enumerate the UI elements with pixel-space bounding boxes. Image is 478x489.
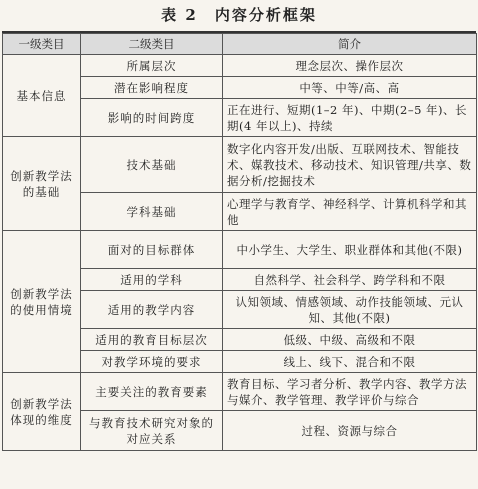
description-cell: 理念层次、操作层次 [223, 55, 477, 77]
description-cell: 中小学生、大学生、职业群体和其他(不限) [223, 231, 477, 269]
table-row [3, 231, 477, 269]
header-level1: 一级类目 [3, 34, 81, 55]
header-level2: 二级类目 [81, 34, 223, 55]
description-cell: 低级、中级、高级和不限 [223, 329, 477, 351]
subcategory-cell: 适用的学科 [81, 269, 223, 291]
description-cell: 心理学与教育学、神经科学、计算机科学和其他 [223, 193, 477, 231]
subcategory-cell: 面对的目标群体 [81, 231, 223, 269]
subcategory-cell: 影响的时间跨度 [81, 99, 223, 137]
header-row [3, 34, 477, 55]
category-cell: 创新教学法体现的维度 [3, 373, 81, 451]
description-cell: 中等、中等/高、高 [223, 77, 477, 99]
subcategory-cell: 技术基础 [81, 137, 223, 193]
description-cell: 正在进行、短期(1–2 年)、中期(2–5 年)、长期(4 年以上)、持续 [223, 99, 477, 137]
description-cell: 过程、资源与综合 [223, 411, 477, 451]
table-row [3, 55, 477, 77]
content-analysis-table [2, 33, 477, 451]
subcategory-cell: 所属层次 [81, 55, 223, 77]
subcategory-cell: 与教育技术研究对象的对应关系 [81, 411, 223, 451]
description-cell: 数字化内容开发/出版、互联网技术、智能技术、媒教技术、移动技术、知识管理/共享、数据分析/挖掘技术 [223, 137, 477, 193]
table-row [3, 373, 477, 411]
category-cell: 创新教学法的使用情境 [3, 231, 81, 373]
subcategory-cell: 潜在影响程度 [81, 77, 223, 99]
subcategory-cell: 学科基础 [81, 193, 223, 231]
description-cell: 自然科学、社会科学、跨学科和不限 [223, 269, 477, 291]
description-cell: 认知领域、情感领域、动作技能领域、元认知、其他(不限) [223, 291, 477, 329]
table-row [3, 137, 477, 193]
subcategory-cell: 适用的教学内容 [81, 291, 223, 329]
subcategory-cell: 主要关注的教育要素 [81, 373, 223, 411]
description-cell: 教育目标、学习者分析、教学内容、教学方法与媒介、教学管理、教学评价与综合 [223, 373, 477, 411]
header-intro: 简介 [223, 34, 477, 55]
category-cell: 创新教学法的基础 [3, 137, 81, 231]
description-cell: 线上、线下、混合和不限 [223, 351, 477, 373]
category-cell: 基本信息 [3, 55, 81, 137]
subcategory-cell: 适用的教育目标层次 [81, 329, 223, 351]
subcategory-cell: 对教学环境的要求 [81, 351, 223, 373]
table-caption: 表 2 内容分析框架 [161, 6, 317, 24]
